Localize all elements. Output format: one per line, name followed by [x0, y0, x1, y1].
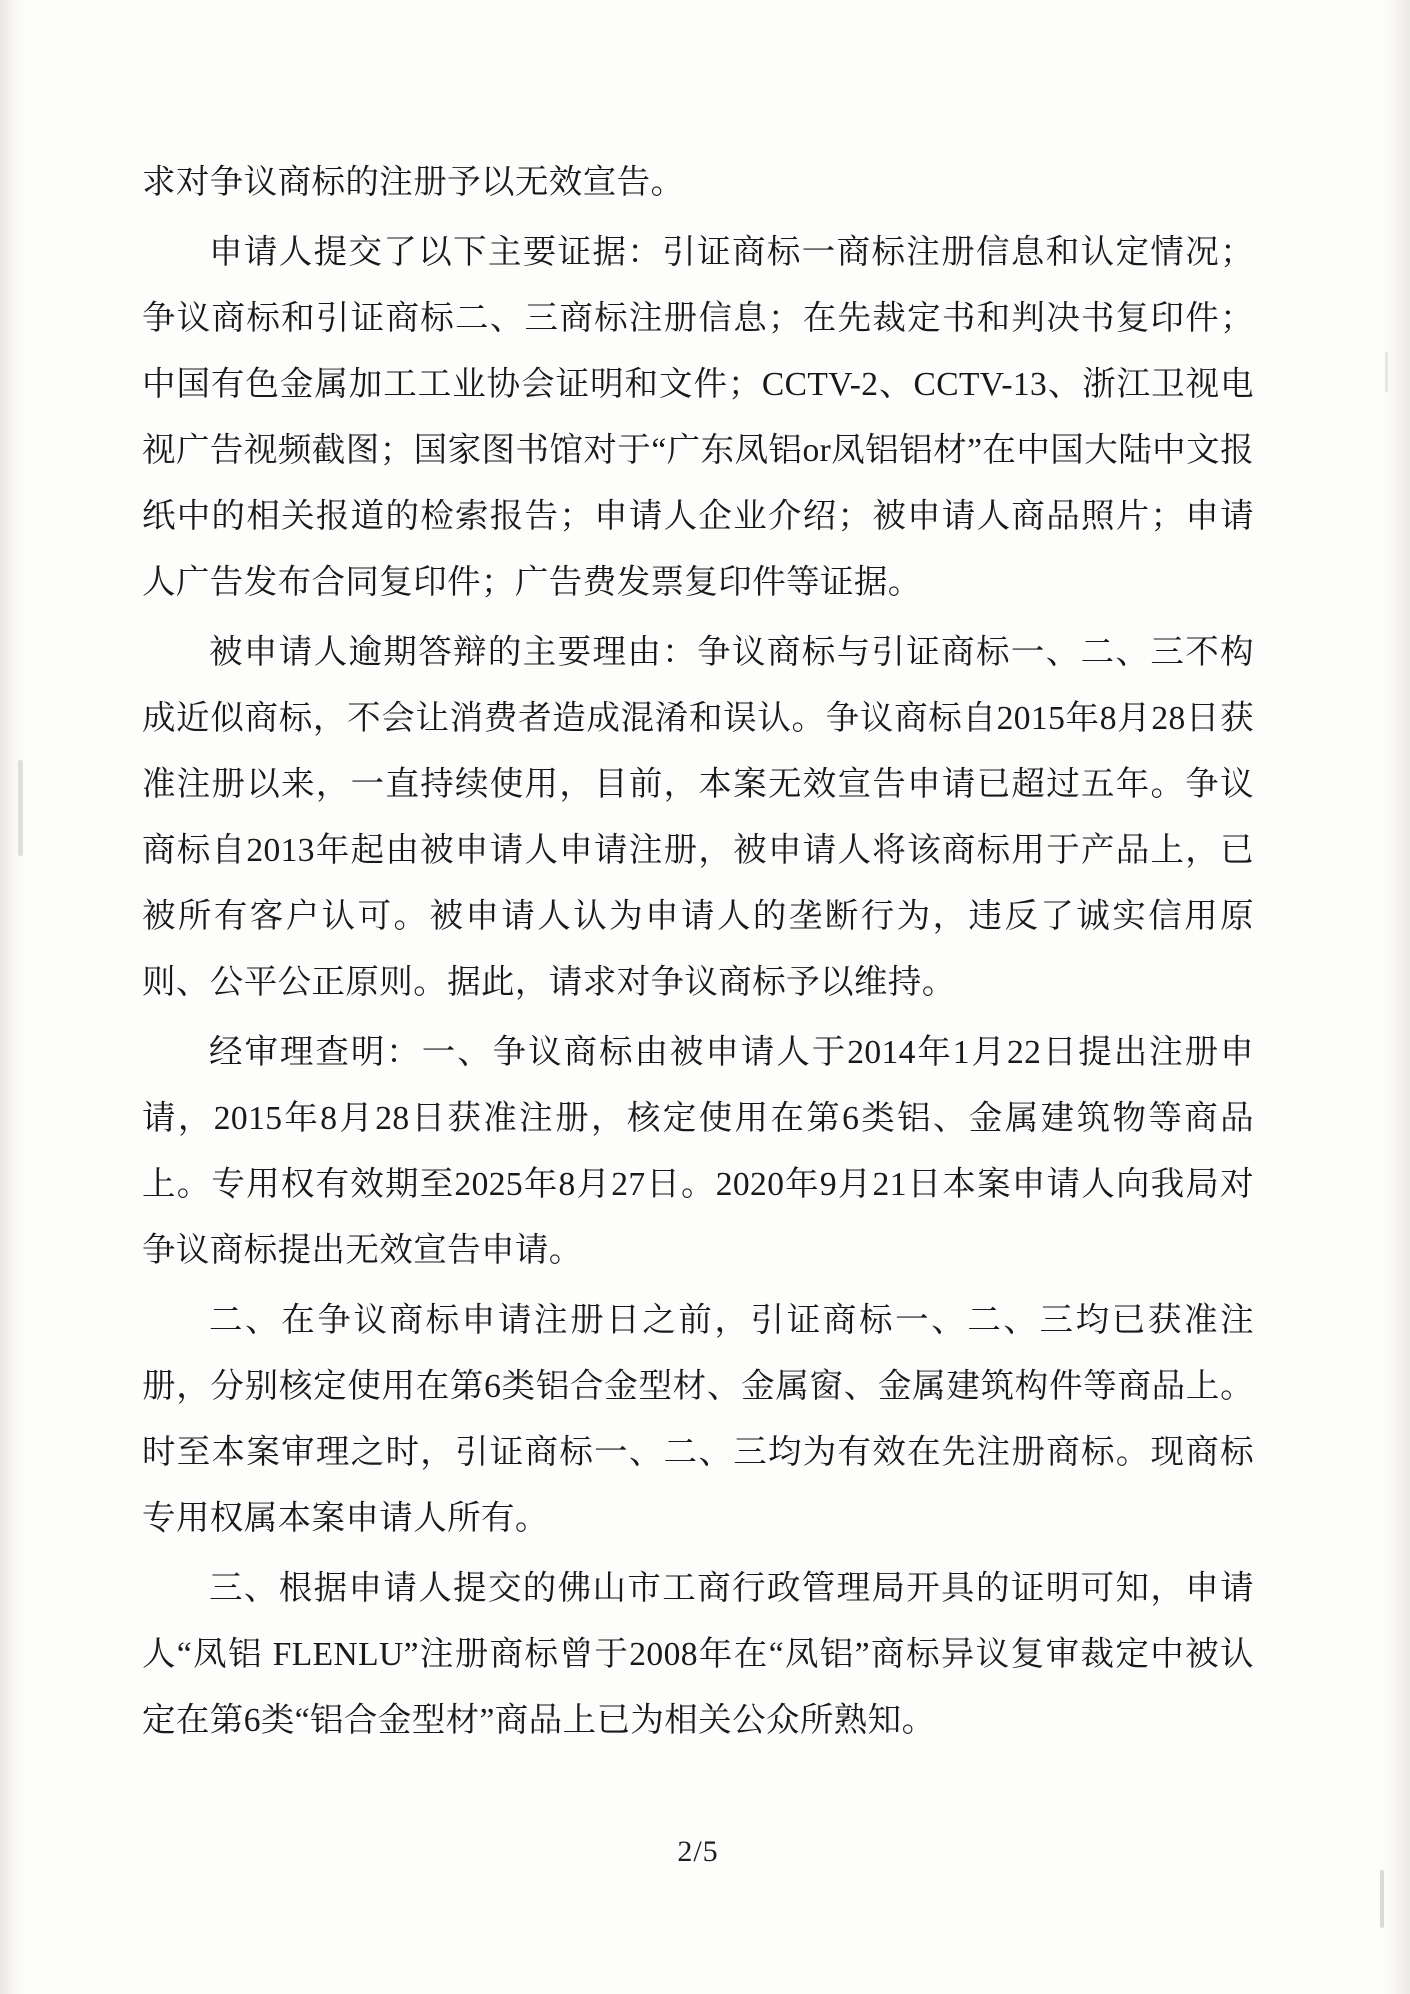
document-body — [142, 150, 1254, 1868]
scan-artifact-right-top — [1385, 352, 1388, 392]
scan-edge-left — [0, 0, 24, 1994]
paragraph-finding-three: 三、根据申请人提交的佛山市工商行政管理局开具的证明可知，申请人“凤铝 FLENLU”注册商标曾于2008年在“凤铝”商标异议复审裁定中被认定在第6类“铝合金型材”商品上已为相关公众所熟知。 — [142, 1570, 1254, 1739]
paragraph-applicant-evidence: 申请人提交了以下主要证据：引证商标一商标注册信息和认定情况；争议商标和引证商标二、三商标注册信息；在先裁定书和判决书复印件；中国有色金属加工工业协会证明和文件；CCTV-2、CCTV-13、浙江卫视电视广告视频截图；国家图书馆对于“广东凤铝or凤铝铝材”在中国大陆中文报纸中的相关报道的检索报告；申请人企业介绍；被申请人商品照片；申请人广告发布合同复印件；广告费发票复印件等证据。 — [142, 234, 1254, 601]
scan-artifact-left — [18, 760, 23, 856]
scan-edge-right — [1380, 0, 1410, 1994]
scan-artifact-right-bottom — [1380, 1870, 1384, 1928]
paragraph-finding-one: 经审理查明：一、争议商标由被申请人于2014年1月22日提出注册申请，2015年8月28日获准注册，核定使用在第6类铝、金属建筑物等商品上。专用权有效期至2025年8月27日。2020年9月21日本案申请人向我局对争议商标提出无效宣告申请。 — [142, 1034, 1254, 1269]
paragraph-finding-two: 二、在争议商标申请注册日之前，引证商标一、二、三均已获准注册，分别核定使用在第6类铝合金型材、金属窗、金属建筑构件等商品上。时至本案审理之时，引证商标一、二、三均为有效在先注册商标。现商标专用权属本案申请人所有。 — [142, 1302, 1254, 1537]
paragraph-continuation: 求对争议商标的注册予以无效宣告。 — [142, 164, 685, 201]
page-number: 2/5 — [677, 1835, 719, 1868]
paragraph-respondent-defense: 被申请人逾期答辩的主要理由：争议商标与引证商标一、二、三不构成近似商标，不会让消费者造成混淆和误认。争议商标自2015年8月28日获准注册以来，一直持续使用，目前，本案无效宣告申请已超过五年。争议商标自2013年起由被申请人申请注册，被申请人将该商标用于产品上，已被所有客户认可。被申请人认为申请人的垄断行为，违反了诚实信用原则、公平公正原则。据此，请求对争议商标予以维持。 — [142, 634, 1254, 1001]
